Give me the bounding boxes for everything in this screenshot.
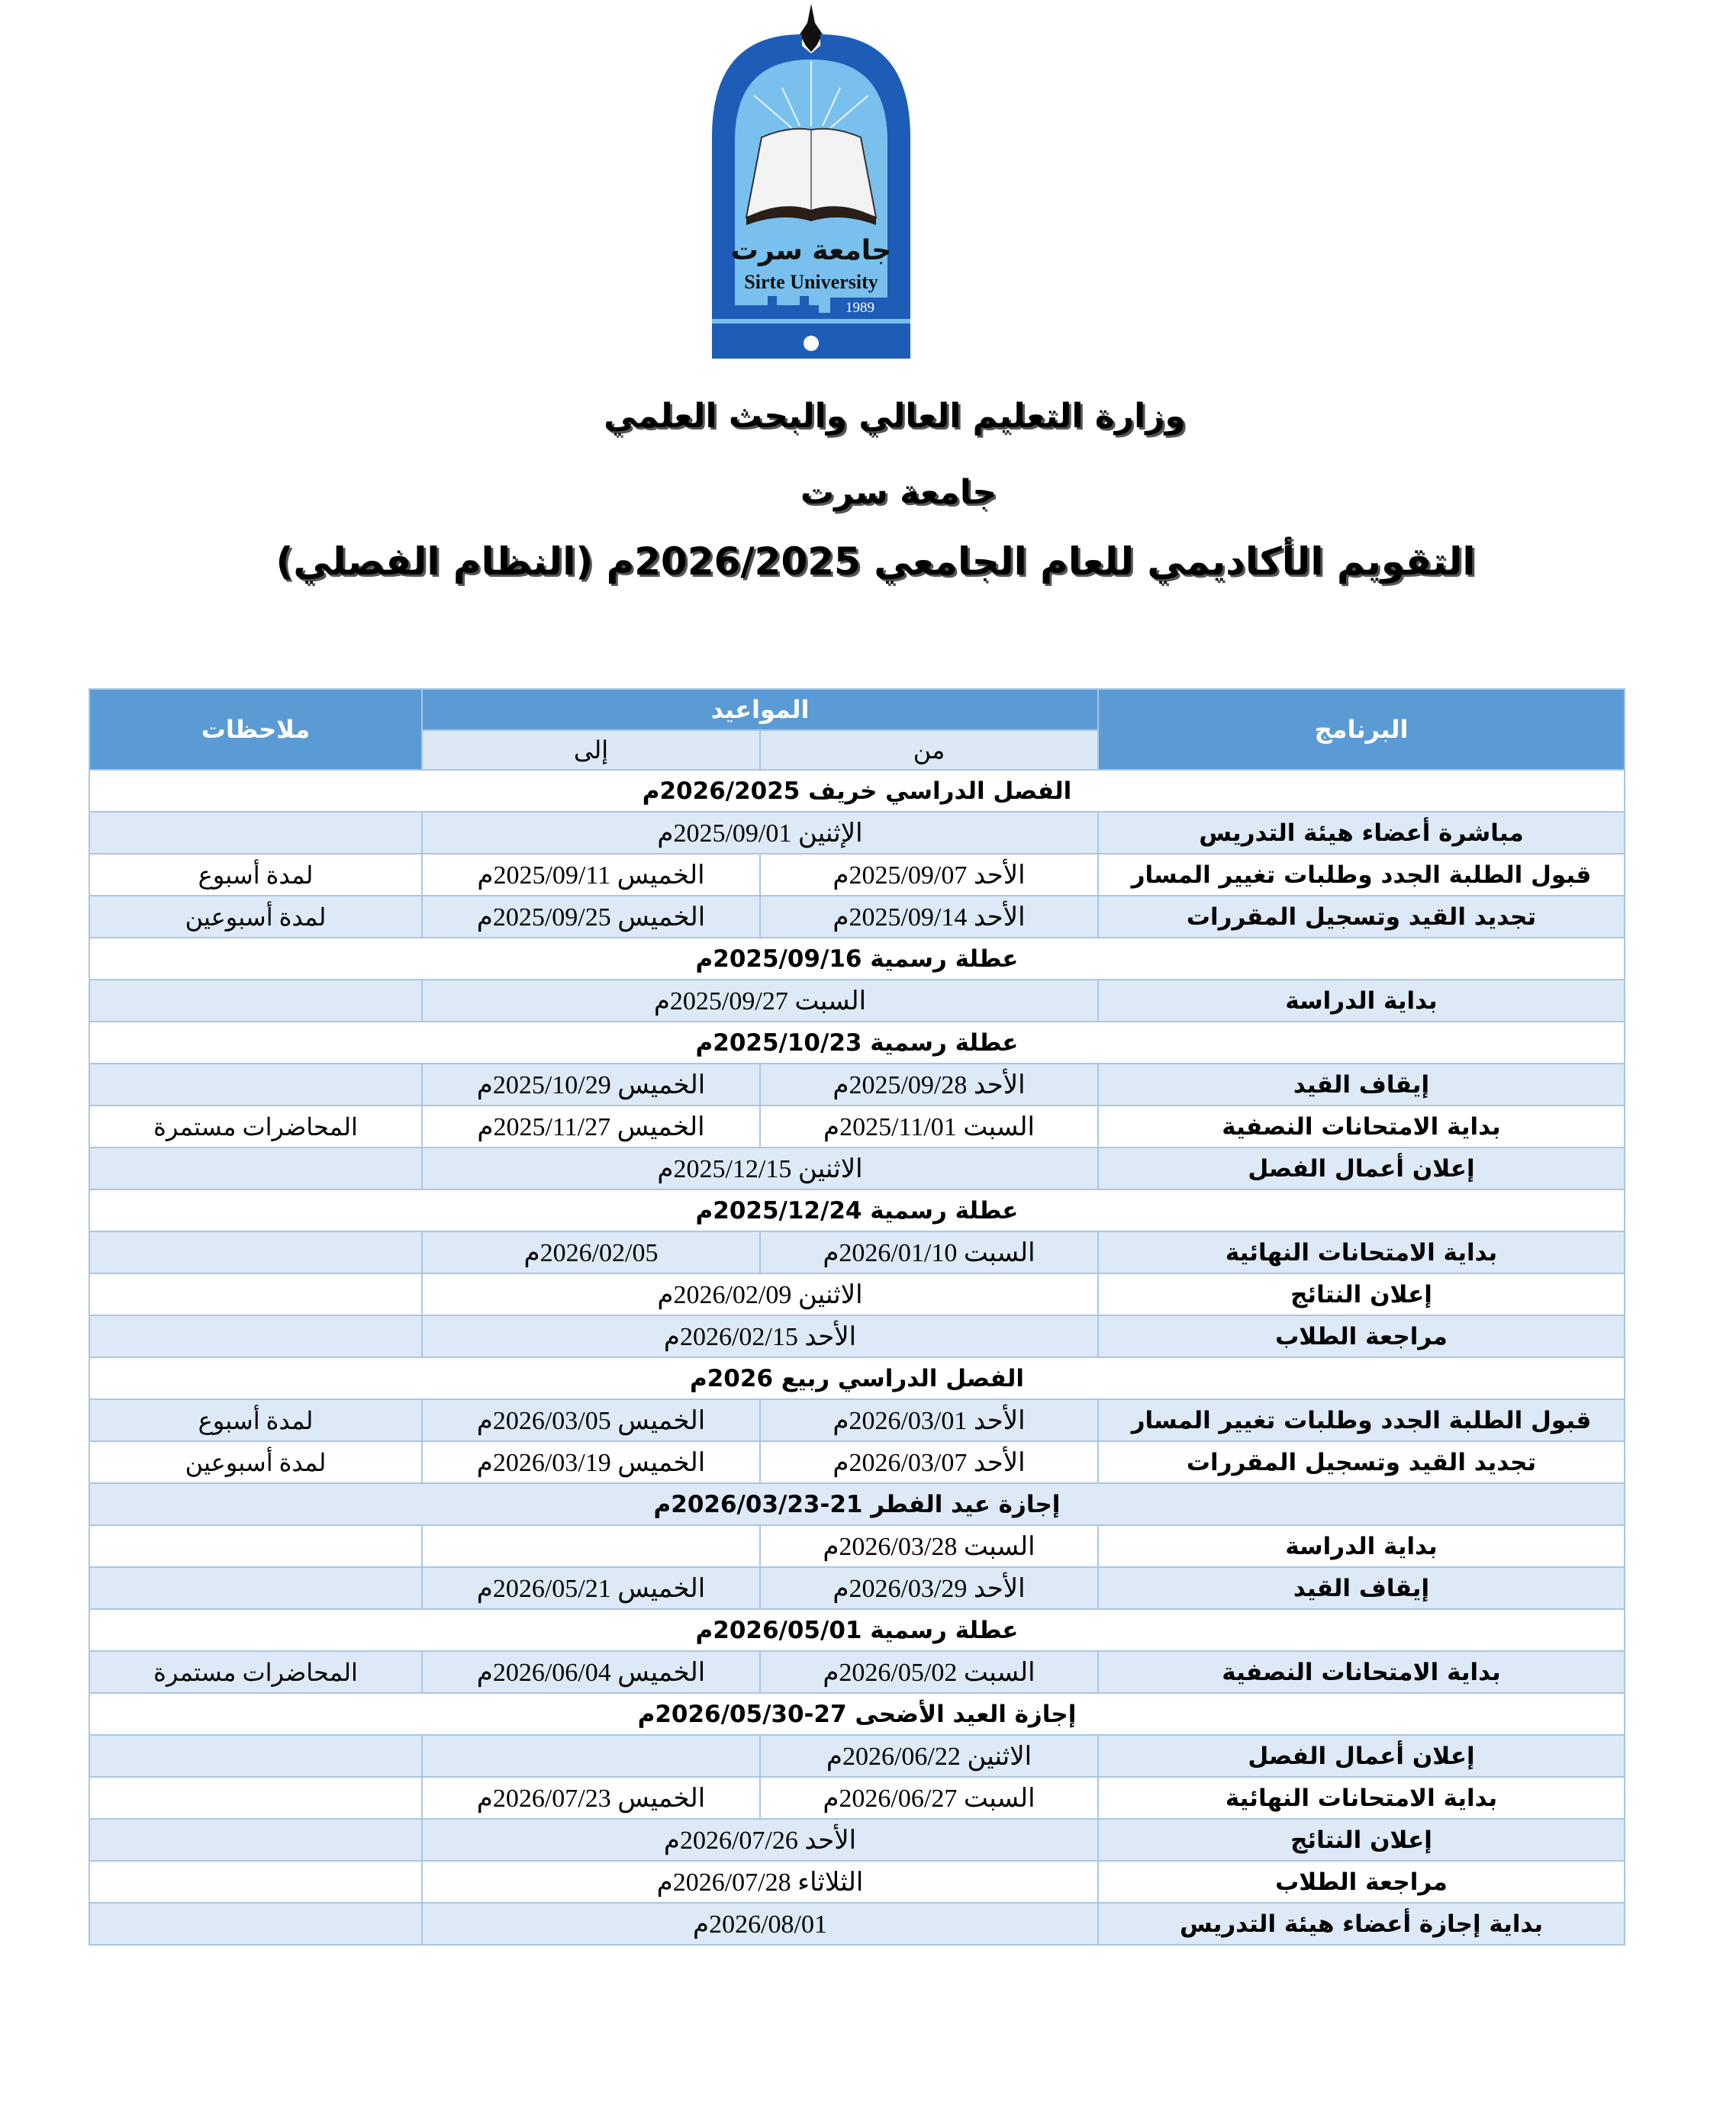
program-cell: بداية الدراسة	[1098, 980, 1625, 1022]
program-cell: مراجعة الطلاب	[1098, 1315, 1625, 1357]
program-cell: بداية الامتحانات النصفية	[1098, 1106, 1625, 1147]
to-cell: الخميس 2026/05/21م	[422, 1567, 760, 1609]
program-cell: إعلان أعمال الفصل	[1098, 1147, 1625, 1189]
to-cell: الخميس 2025/10/29م	[422, 1064, 760, 1106]
section-title: عطلة رسمية 2025/10/23م	[89, 1022, 1625, 1064]
notes-cell	[89, 1819, 422, 1861]
logo-dot	[804, 336, 819, 351]
table-row	[89, 1651, 1625, 1693]
program-cell: بداية الامتحانات النصفية	[1098, 1651, 1625, 1693]
section-title: عطلة رسمية 2025/09/16م	[89, 938, 1625, 980]
to-cell: الخميس 2025/09/11م	[422, 854, 760, 896]
table-row	[89, 1106, 1625, 1147]
from-cell: الأحد 2026/03/07م	[760, 1441, 1098, 1483]
to-cell: الخميس 2025/11/27م	[422, 1106, 760, 1147]
to-cell: الخميس 2025/09/25م	[422, 896, 760, 938]
program-cell: قبول الطلبة الجدد وطلبات تغيير المسار	[1098, 854, 1625, 896]
to-cell	[422, 1525, 760, 1567]
program-cell: إيقاف القيد	[1098, 1567, 1625, 1609]
section-title: عطلة رسمية 2026/05/01م	[89, 1609, 1625, 1651]
to-cell: الخميس 2026/06/04م	[422, 1651, 760, 1693]
from-cell: الاثنين 2026/06/22م	[760, 1735, 1098, 1777]
table-row	[89, 1399, 1625, 1441]
section-row	[89, 1483, 1625, 1525]
notes-cell	[89, 1315, 422, 1357]
date-cell: السبت 2025/09/27م	[422, 980, 1098, 1022]
header-dates: المواعيد	[422, 689, 1098, 730]
date-cell: الاثنين 2025/12/15م	[422, 1147, 1098, 1189]
notes-cell: لمدة أسبوعين	[89, 896, 422, 938]
program-cell: بداية إجازة أعضاء هيئة التدريس	[1098, 1903, 1625, 1945]
program-cell: تجديد القيد وتسجيل المقررات	[1098, 896, 1625, 938]
pen-nib-icon	[800, 4, 823, 52]
date-cell: 2026/08/01م	[422, 1903, 1098, 1945]
from-cell: الأحد 2025/09/14م	[760, 896, 1098, 938]
notes-cell: لمدة أسبوع	[89, 1399, 422, 1441]
table-row	[89, 1861, 1625, 1903]
table-row	[89, 1903, 1625, 1945]
table-row	[89, 1147, 1625, 1189]
notes-cell	[89, 1903, 422, 1945]
program-cell: قبول الطلبة الجدد وطلبات تغيير المسار	[1098, 1399, 1625, 1441]
header-notes: ملاحظات	[89, 689, 422, 770]
from-cell: الأحد 2025/09/28م	[760, 1064, 1098, 1106]
notes-cell	[89, 812, 422, 854]
date-cell: الإثنين 2025/09/01م	[422, 812, 1098, 854]
section-title: إجازة عيد الفطر 21-2026/03/23م	[89, 1483, 1625, 1525]
from-cell: السبت 2026/05/02م	[760, 1651, 1098, 1693]
notes-cell	[89, 1567, 422, 1609]
table-row	[89, 1777, 1625, 1819]
program-cell: مباشرة أعضاء هيئة التدريس	[1098, 812, 1625, 854]
header-from: من	[760, 730, 1098, 770]
table-row	[89, 1567, 1625, 1609]
section-row	[89, 1022, 1625, 1064]
to-cell: الخميس 2026/07/23م	[422, 1777, 760, 1819]
from-cell: الأحد 2026/03/01م	[760, 1399, 1098, 1441]
date-cell: الأحد 2026/02/15م	[422, 1315, 1098, 1357]
section-title: الفصل الدراسي خريف 2026/2025م	[89, 770, 1625, 812]
date-cell: الاثنين 2026/02/09م	[422, 1273, 1098, 1315]
notes-cell	[89, 1777, 422, 1819]
program-cell: بداية الامتحانات النهائية	[1098, 1777, 1625, 1819]
from-cell: السبت 2026/06/27م	[760, 1777, 1098, 1819]
from-cell: السبت 2026/03/28م	[760, 1525, 1098, 1567]
notes-cell	[89, 1064, 422, 1106]
sirte-university-logo	[678, 0, 945, 362]
to-cell: الخميس 2026/03/19م	[422, 1441, 760, 1483]
ministry-title: وزارة التعليم العالي والبحث العلمي	[604, 397, 1186, 436]
table-row	[89, 1441, 1625, 1483]
section-title: إجازة العيد الأضحى 27-2026/05/30م	[89, 1693, 1625, 1735]
notes-cell	[89, 1861, 422, 1903]
table-row	[89, 1231, 1625, 1273]
notes-cell	[89, 1273, 422, 1315]
notes-cell: لمدة أسبوع	[89, 854, 422, 896]
to-cell: الخميس 2026/03/05م	[422, 1399, 760, 1441]
program-cell: إعلان النتائج	[1098, 1273, 1625, 1315]
table-row	[89, 1273, 1625, 1315]
section-row	[89, 1609, 1625, 1651]
notes-cell: المحاضرات مستمرة	[89, 1651, 422, 1693]
program-cell: إعلان النتائج	[1098, 1819, 1625, 1861]
section-row	[89, 1357, 1625, 1399]
from-cell: السبت 2026/01/10م	[760, 1231, 1098, 1273]
table-row	[89, 1819, 1625, 1861]
program-cell: بداية الدراسة	[1098, 1525, 1625, 1567]
program-cell: تجديد القيد وتسجيل المقررات	[1098, 1441, 1625, 1483]
section-row	[89, 1189, 1625, 1231]
table-row	[89, 1315, 1625, 1357]
notes-cell	[89, 1147, 422, 1189]
program-cell: إيقاف القيد	[1098, 1064, 1625, 1106]
notes-cell	[89, 980, 422, 1022]
date-cell: الثلاثاء 2026/07/28م	[422, 1861, 1098, 1903]
table-row	[89, 896, 1625, 938]
to-cell: 2026/02/05م	[422, 1231, 760, 1273]
section-title: الفصل الدراسي ربيع 2026م	[89, 1357, 1625, 1399]
header-to: إلى	[422, 730, 760, 770]
logo-english-name: Sirte University	[744, 271, 878, 293]
program-cell: بداية الامتحانات النهائية	[1098, 1231, 1625, 1273]
program-cell: إعلان أعمال الفصل	[1098, 1735, 1625, 1777]
university-title: جامعة سرت	[800, 473, 997, 512]
to-cell	[422, 1735, 760, 1777]
table-row	[89, 812, 1625, 854]
logo-arabic-name: جامعة سرت	[730, 235, 892, 266]
from-cell: الأحد 2025/09/07م	[760, 854, 1098, 896]
notes-cell: لمدة أسبوعين	[89, 1441, 422, 1483]
section-row	[89, 1693, 1625, 1735]
header-program: البرنامج	[1098, 689, 1625, 770]
section-row	[89, 770, 1625, 812]
date-cell: الأحد 2026/07/26م	[422, 1819, 1098, 1861]
table-row	[89, 854, 1625, 896]
table-row	[89, 1735, 1625, 1777]
academic-calendar-table	[89, 688, 1625, 1946]
section-title: عطلة رسمية 2025/12/24م	[89, 1189, 1625, 1231]
logo-year: 1989	[845, 300, 874, 316]
section-row	[89, 938, 1625, 980]
table-row	[89, 1525, 1625, 1567]
notes-cell	[89, 1525, 422, 1567]
notes-cell: المحاضرات مستمرة	[89, 1106, 422, 1147]
table-row	[89, 1064, 1625, 1106]
calendar-body	[89, 770, 1625, 1945]
notes-cell	[89, 1735, 422, 1777]
from-cell: الأحد 2026/03/29م	[760, 1567, 1098, 1609]
calendar-title: التقويم الأكاديمي للعام الجامعي 2026/2025م (النظام الفصلي)	[275, 539, 1476, 584]
notes-cell	[89, 1231, 422, 1273]
program-cell: مراجعة الطلاب	[1098, 1861, 1625, 1903]
table-row	[89, 980, 1625, 1022]
from-cell: السبت 2025/11/01م	[760, 1106, 1098, 1147]
